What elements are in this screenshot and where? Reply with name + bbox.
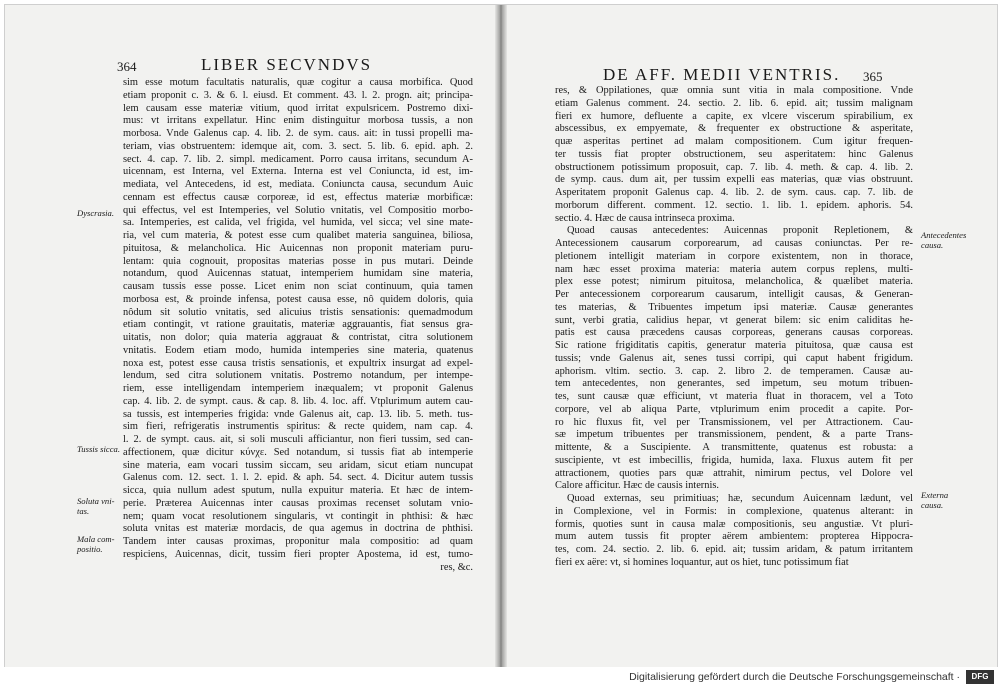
text-line: morbosa. Vnde Galenus cap. 4. lib. 2. de sym. caus. ait: in tussi propelli ma- bbox=[123, 128, 473, 139]
text-line: aphorism. vltim. sectio. 3. cap. 2. libro 2. de temperamen. Causæ au- bbox=[555, 365, 913, 377]
text-line: sect. 4. cap. 7. lib. 2. simpl. medicament. Porro causa irritans, secundum A- bbox=[123, 153, 473, 165]
text-line: Sic ratione frigiditatis capitis, generatur materia pituitosa, quæ causa est bbox=[555, 340, 913, 351]
catchword: res, &c. bbox=[440, 561, 473, 573]
text-line: affectionem, quæ dicitur κύνχε. Sed notandum, si tussis fiat ab intemperie bbox=[123, 446, 473, 458]
text-line: formis, quoties sunt in causa malæ compositionis, seu angustiæ. Vt pluri- bbox=[555, 518, 913, 530]
text-line: notandum, quod Auicennas statuat, intemperiem humidam sine materia, bbox=[123, 268, 473, 280]
text-line: lem causam esse materiæ vitium, quod irritat expulsricem. Postremo dixi- bbox=[123, 102, 473, 114]
right-body-text bbox=[555, 85, 913, 570]
text-line: nem; quam vocat resolutionem singularis, vt contingit in phthisi: & hæc bbox=[123, 510, 473, 522]
text-line: causam tussis esse posse. Licet enim non sciat continuum, quia tamen bbox=[123, 281, 473, 292]
funding-credit: Digitalisierung gefördert durch die Deutsche Forschungsgemeinschaft · bbox=[629, 671, 960, 683]
right-page bbox=[503, 5, 997, 667]
text-line: Galenus com. 12. sect. 1. l. 2. epid. & aph. 54. sect. 4. Dicitur autem tussis bbox=[123, 472, 473, 484]
text-line: Tandem inter causas proximas, proponitur mala compositio: ad quam bbox=[123, 536, 473, 547]
text-line: cennam est effectus causæ corporeæ, id est, effectus materiæ morbificæ: bbox=[123, 191, 473, 203]
text-line: Per antecessionem corporearum causarum, intelligit causas, & Generan- bbox=[555, 289, 913, 300]
text-line: l. 2. de sympt. caus. ait, si soli musculi afficiantur, non fieri tussim, sed can- bbox=[123, 434, 473, 445]
text-line: perie. Præterea Auicennas inter causas proximas recenset solutam vnio- bbox=[123, 497, 473, 509]
text-line: sim esse motum facultatis naturalis, quæ cogitur a causa morbifica. Quod bbox=[123, 77, 473, 88]
running-title: DE AFF. MEDII VENTRIS. bbox=[603, 65, 841, 84]
marginal-note: Mala com-positio. bbox=[77, 534, 115, 554]
text-line: tes materias, & Tribuentes impetum ipsi materiæ. Causæ generantes bbox=[555, 301, 913, 313]
text-line: corpore, vel ab aliqua Parte, vtplurimum enim procedit a capite. Por- bbox=[555, 403, 913, 415]
text-line: plex esse potest; nimirum pituitosa, melancholica, & quælibet materia. bbox=[555, 276, 913, 288]
text-line: respiciens, Auicennas, dicit, tussim fieri propter Apostema, id est, tumo- bbox=[123, 548, 473, 560]
text-line: sa. Intemperies, est calida, vel frigida, vel humida, vel sicca; vel sine mate- bbox=[123, 217, 473, 229]
text-line: Calore afficitur. Hæc de causis internis. bbox=[555, 480, 719, 492]
text-line: Asperitatem proponit Galenus cap. 4. lib. 2. de sym. caus. cap. 7. lib. de bbox=[555, 187, 913, 198]
text-line: lentam: quia cognouit, propositas materias posse in pus mutari. Deinde bbox=[123, 255, 473, 267]
text-line: suscipiente, vt est imbecillis, frigida, humida, laxa. Fluxus autem fit per bbox=[555, 454, 913, 466]
page-number: 365 bbox=[863, 69, 883, 84]
text-line: patis est causa præcedens causas corporeas, generans causas corporeas. bbox=[555, 327, 913, 339]
text-line: tes, sunt causæ quæ efficiunt, vt materia fluat in thoracem, vel a Toto bbox=[555, 391, 913, 402]
dfg-logo: DFG bbox=[966, 670, 994, 684]
text-line: sunt, verbi gratia, calidius hepar, vt generat bilem: sic enim caliditas he- bbox=[555, 314, 913, 326]
text-line: fieri ex humore, defluente a capite, ex vlcere viscerum spirabilium, ex bbox=[555, 110, 913, 122]
running-title: LIBER SECVNDVS bbox=[201, 55, 373, 74]
text-line: ro hic fluxus fit, vel per Transmissionem, vel per Attractionem. Cau- bbox=[555, 416, 913, 428]
text-line: quæ asperitas pertinet ad malam compositionem. Cum igitur frequen- bbox=[555, 136, 913, 147]
left-page bbox=[5, 5, 499, 667]
text-line: tes, com. 24. sectio. 2. lib. 6. epid. ait; tussim aridam, & patum irritantem bbox=[555, 544, 913, 555]
text-line: Quoad externas, seu primitiuas; hæ, secundum Auicennam lædunt, vel bbox=[567, 493, 913, 504]
text-line: res, & Oppilationes, quæ omnia sunt vitia in mala compositione. Vnde bbox=[555, 85, 913, 96]
text-line: sine materia, eam vocari tussim siccam, seu aridam, sicut etiam nuncupat bbox=[123, 459, 473, 471]
text-line: pletionem intelligit materiam in corpore existentem, non in thorace, bbox=[555, 250, 913, 262]
text-line: uitatis, non dolor; quia materia aggrauat & contristat, citra solutionem bbox=[123, 332, 473, 343]
text-line: etiam contingit, vt ratione grauitatis, materiæ aggrauantis, fiat sensus gra- bbox=[123, 319, 473, 331]
text-line: ria, vel cum materia, & potest esse cum qualibet materia sanguinea, biliosa, bbox=[123, 230, 473, 241]
text-line: lendum, sed citra solutionem vnitatis. Postremo notandum, per intempe- bbox=[123, 370, 473, 382]
text-line: mum autem tussis fit propter aërem ambientem: propterea Hippocra- bbox=[555, 531, 913, 543]
text-line: de symp. caus. dum ait, per tussim expelli eas materias, quæ vias obstruunt. bbox=[555, 174, 913, 186]
text-line: morbosa est, & proinde infensa, potest causa esse, nô quidem doloris, quia bbox=[123, 293, 473, 305]
marginal-note: Dyscrasia. bbox=[77, 208, 114, 218]
text-line: cap. 4. lib. 2. de sympt. caus. & cap. 8. lib. 4. loc. aff. Vtplurimum autem cau- bbox=[123, 395, 473, 407]
text-line: sectio. 4. Hæc de causa intrinseca proxima. bbox=[555, 212, 735, 224]
text-line: pituitosa, & melancholica. Hic Auicennas non proponit materiam puru- bbox=[123, 242, 473, 254]
text-line: attractionem, quoties pars quæ attrahit, nimirum pectus, vel Dolore vel bbox=[555, 467, 913, 479]
text-line: Quoad causas antecedentes: Auicennas proponit Repletionem, & bbox=[567, 225, 913, 237]
text-line: tem antecedentes, non generantes, sed impetum, seu motum tribuen- bbox=[555, 378, 913, 390]
marginal-note: Tussis sicca. bbox=[77, 444, 120, 454]
text-line: mus: vt irritans expellatur. Hinc enim distinguitur morbosa tussis, a non bbox=[123, 115, 473, 127]
text-line: sa tussis, est intemperies frigida: vnde Galenus ait, cap. 13. lib. 5. meth. tus- bbox=[123, 408, 473, 420]
text-line: etiam proponit c. 3. & 6. l. eiusd. Et comment. 43. l. 2. progn. ait; principa- bbox=[123, 89, 473, 101]
text-line: ter tussis fiat propter obstructionem, seu asperitatem: hinc Galenus bbox=[555, 148, 913, 160]
marginal-note: Antecedentes causa. bbox=[921, 230, 967, 250]
text-line: soluta vnitas est materiæ mordacis, de qua agemus in doctrina de phthisi. bbox=[123, 523, 473, 535]
page-number: 364 bbox=[117, 59, 137, 74]
text-line: Antecessionem causarum corporearum, ad causas coniunctas. Per re- bbox=[555, 238, 913, 249]
text-line: qui effectus, vel est Intemperies, vel Solutio vnitatis, vel Compositio morbo- bbox=[123, 204, 473, 216]
text-line: sim fieri, refrigeratis instrumentis spiritus: & recte quidem, nam cap. 4. bbox=[123, 421, 473, 433]
marginal-note: Soluta vni-tas. bbox=[77, 496, 115, 516]
text-line: abscessibus, ex empyemate, & frequenter ex obstructione & asperitate, bbox=[555, 123, 913, 135]
text-line: noxa est, potest esse causa tristis sensationis, et expultrix insurgat ad expel- bbox=[123, 357, 473, 369]
text-line: in Complexione, vel in Formis: in complexione, quatenus alterant: in bbox=[555, 505, 913, 517]
text-line: uicennam, est Interna, vel Externa. Interna est vel Coniuncta, id est, im- bbox=[123, 166, 473, 178]
left-body-text bbox=[123, 77, 473, 574]
text-line: nôdum sit solutio vnitatis, sed alicuius tristis sensationis: quemadmodum bbox=[123, 306, 473, 318]
text-line: morborum different. comment. 12. sectio. 1. lib. 1. epidem. aphoris. 54. bbox=[555, 199, 913, 211]
text-line: vnitatis. Eodem etiam modo, humida intemperies sine materia, quatenus bbox=[123, 344, 473, 356]
text-line: etiam Galenus comment. 24. sectio. 2. lib. 6. epid. ait; tussim malignam bbox=[555, 97, 913, 109]
marginal-note: Externa causa. bbox=[921, 490, 949, 510]
text-line: nam hæc esset proxima materia: materia autem corpus replens, multi- bbox=[555, 263, 913, 275]
text-line: tussis; vnde Galenus ait, senes tussi corripi, qui caput habent frigidum. bbox=[555, 352, 913, 364]
text-line: obstructionem potissimum proposuit, cap. 7. lib. 4. meth. & cap. 4. lib. 2. bbox=[555, 161, 913, 173]
text-line: sæ impetum tribuentes per transmissionem, pendent, & a parte Trans- bbox=[555, 429, 913, 441]
text-line: mediata, vel Antecedens, id est, mediata. Coniuncta causa, secundum Auic bbox=[123, 179, 473, 190]
text-line: fieri ex aëre: vt, si homines loquantur, aut os hiet, tunc potissimum fiat bbox=[555, 556, 849, 568]
text-line: teriam, vias obstruentem: idemque ait, com. 3. sect. 5. lib. 6. epid. aph. 2. bbox=[123, 140, 473, 152]
text-line: riem, esse intelligendam intemperiem inæqualem; vt proponit Galenus bbox=[123, 383, 473, 394]
text-line: mittente, & a Suscipiente. A transmittente, quatenus est robusta: a bbox=[555, 442, 913, 453]
book-spread bbox=[4, 4, 998, 668]
text-line: sicca, quia nullum adest sputum, nulla expuitur materia. Et hæc de intem- bbox=[123, 485, 473, 496]
